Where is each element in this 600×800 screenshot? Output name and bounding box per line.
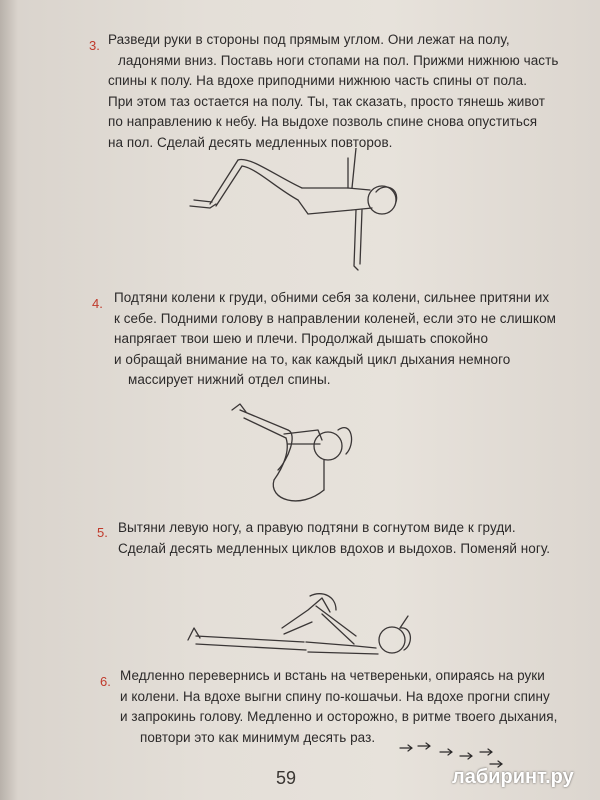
- text-line: Медленно перевернись и встань на четвереньки, опираясь на руки: [120, 668, 545, 683]
- text-line: к себе. Подними голову в направлении коленей, если это не слишком: [114, 310, 556, 326]
- text-line: на пол. Сделай десять медленных повторов.: [108, 134, 393, 150]
- text-line: массирует нижний отдел спины.: [128, 372, 331, 387]
- text-line: Сделай десять медленных циклов вдохов и выдохов. Поменяй ногу.: [118, 540, 551, 556]
- step-5-number: 5.: [97, 525, 108, 540]
- step-4-number: 4.: [92, 296, 103, 311]
- text-line: и обращай внимание на то, как каждый цикл дыхания немного: [114, 351, 511, 367]
- text-line: по направлению к небу. На выдохе позволь спине снова опуститься: [108, 114, 538, 129]
- step-6-text: [120, 666, 558, 748]
- text-line: повтори это как минимум десять раз.: [140, 729, 376, 745]
- step-3-text: [108, 30, 559, 153]
- step-4-text: [114, 288, 556, 391]
- bridge-pose-illustration: [180, 148, 420, 278]
- step-6-number: 6.: [100, 674, 111, 689]
- text-line: напрягает твои шею и плечи. Продолжай дышать спокойно: [114, 331, 488, 346]
- page-number: 59: [276, 768, 297, 788]
- step-5-text: [118, 518, 551, 559]
- text-line: ладонями вниз. Поставь ноги стопами на пол. Прижми нижнюю часть: [118, 52, 559, 68]
- watermark-logo: лабиринт.ру: [452, 766, 574, 788]
- single-knee-to-chest-illustration: [186, 588, 416, 660]
- text-line: При этом таз остается на полу. Ты, так сказать, просто тянешь живот: [108, 93, 545, 109]
- text-line: Разведи руки в стороны под прямым углом. Они лежат на полу,: [108, 32, 510, 47]
- text-line: спины к полу. На вдохе приподними нижнюю часть спины от пола.: [108, 73, 528, 88]
- step-3-number: 3.: [89, 38, 100, 53]
- text-line: и колени. На вдохе выгни спину по-кошачьи. На вдохе прогни спину: [120, 688, 550, 704]
- text-line: и запрокинь голову. Медленно и осторожно, в ритме твоего дыхания,: [120, 709, 558, 724]
- knees-to-chest-illustration: [228, 400, 368, 510]
- text-line: Подтяни колени к груди, обними себя за колени, сильнее притяни их: [114, 290, 550, 305]
- text-line: Вытяни левую ногу, а правую подтяни в согнутом виде к груди.: [118, 520, 516, 535]
